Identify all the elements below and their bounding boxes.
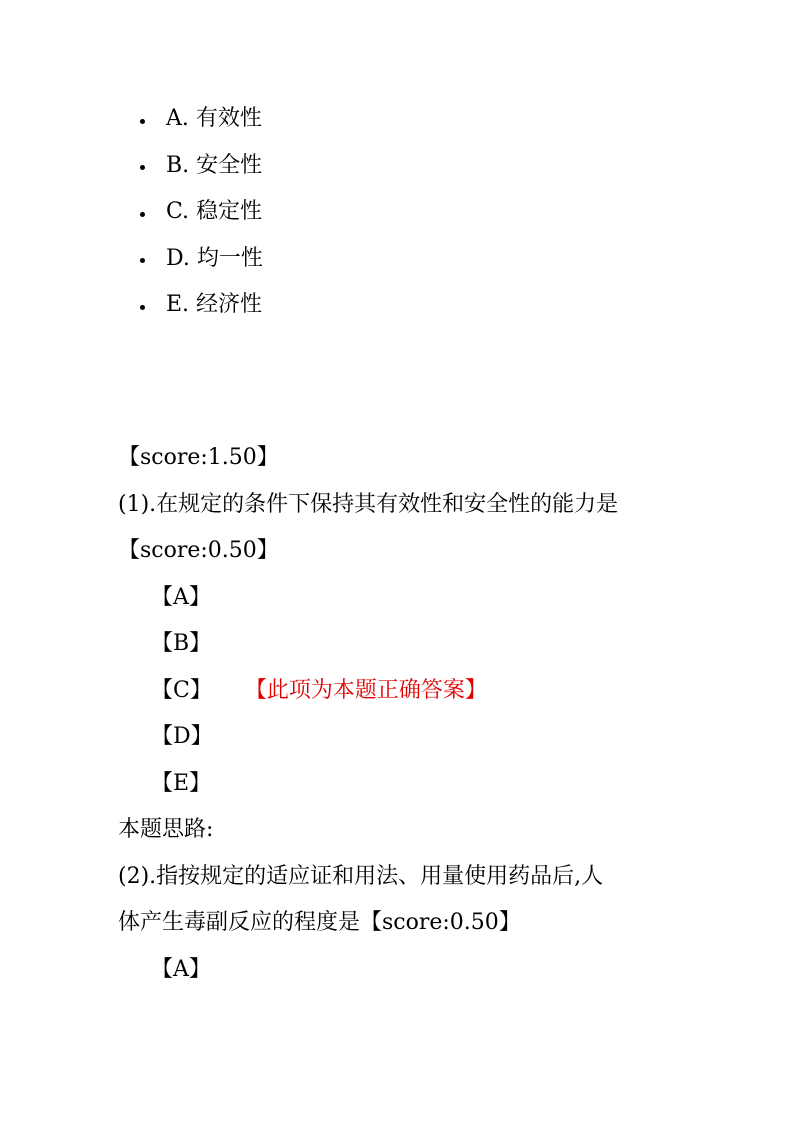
bullet-icon xyxy=(140,258,145,263)
bullet-icon xyxy=(140,212,145,217)
q1-choice-b: 【B】 xyxy=(151,631,212,656)
question-1-stem: (1).在规定的条件下保持其有效性和安全性的能力是 xyxy=(118,491,619,517)
option-label: D. 均一性 xyxy=(166,245,263,271)
option-label: E. 经济性 xyxy=(166,292,263,318)
option-item-c xyxy=(140,189,263,236)
option-item-d xyxy=(140,236,263,283)
question-2-stem-line-1: (2).指按规定的适应证和用法、用量使用药品后,人 xyxy=(118,863,604,889)
option-label: B. 安全性 xyxy=(166,152,263,178)
option-label: A. 有效性 xyxy=(166,106,262,132)
q1-choice-a: 【A】 xyxy=(151,584,211,610)
q1-choice-c: 【C】 xyxy=(151,677,212,703)
option-item-b xyxy=(140,143,263,190)
correct-answer-note: 【此项为本题正确答案】 xyxy=(255,677,487,703)
bullet-icon xyxy=(140,119,145,124)
q1-choice-c-row xyxy=(151,675,487,707)
bullet-icon xyxy=(140,305,145,310)
question-2-stem-line-2: 体产生毒副反应的程度是【score:0.50】 xyxy=(118,910,521,935)
bullet-icon xyxy=(140,165,145,170)
option-item-e xyxy=(140,282,263,329)
question-1-score: 【score:0.50】 xyxy=(118,538,279,563)
group-score: 【score:1.50】 xyxy=(118,445,279,470)
q2-choice-a: 【A】 xyxy=(151,956,211,982)
option-item-a xyxy=(140,96,263,143)
option-label: C. 稳定性 xyxy=(166,199,263,225)
q1-choice-e: 【E】 xyxy=(151,770,212,796)
option-list xyxy=(140,96,263,329)
q1-choice-d: 【D】 xyxy=(151,724,213,749)
analysis-label: 本题思路: xyxy=(118,817,214,842)
